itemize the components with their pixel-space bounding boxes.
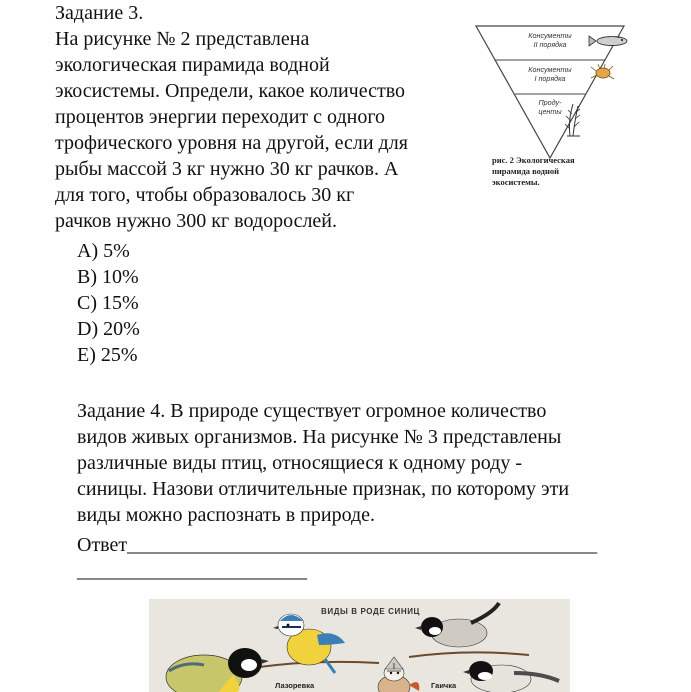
pyramid-level-top-label: II порядка (533, 40, 567, 49)
answer-option-b[interactable]: B) 10% (77, 266, 139, 288)
answer-blank-line[interactable]: _______________________________________________ (127, 534, 598, 556)
task3-text-line: для того, чтобы образовалось 30 кг (55, 184, 355, 206)
task3-text-line: На рисунке № 2 представлена (55, 28, 310, 50)
task3-text-line: экологическая пирамида водной (55, 54, 330, 76)
answer-option-a[interactable]: A) 5% (77, 240, 130, 262)
task3-title: Задание 3. (55, 2, 144, 24)
pyramid-level-middle-label: I порядка (534, 74, 566, 83)
figure-2-caption: рис. 2 Экологическая пирамида водной экосистемы. (492, 155, 575, 187)
task4-text-line: видов живых организмов. На рисунке № 3 представлены (77, 426, 562, 448)
blue-tit-label: Лазоревка (275, 681, 315, 690)
task3-text-line: трофического уровня на другой, если для (55, 132, 408, 154)
answer-blank-line-2[interactable]: _______________________ (77, 560, 307, 582)
pyramid-level-middle-label: Консументы (528, 65, 572, 74)
task3-text-line: рачков нужно 300 кг водорослей. (55, 210, 338, 232)
ecological-pyramid-figure (474, 24, 652, 166)
answer-option-c[interactable]: C) 15% (77, 292, 139, 314)
figure-3-title: ВИДЫ В РОДЕ СИНИЦ (321, 607, 420, 616)
task4-text-line: Задание 4. В природе существует огромное количество (77, 400, 547, 422)
pyramid-level-bottom-label: Проду- (538, 98, 562, 107)
tit-species-figure (149, 599, 570, 692)
answer-option-d[interactable]: D) 20% (77, 318, 140, 340)
task4-text-line: различные виды птиц, относящиеся к одному роду - (77, 452, 523, 474)
task4-text-line: синицы. Назови отличительные признак, по которому эти (77, 478, 570, 500)
answer-field[interactable] (77, 532, 597, 558)
pyramid-level-bottom-label: центы (538, 107, 562, 116)
answer-label: Ответ (77, 534, 128, 556)
task3-text-line: экосистемы. Определи, какое количество (55, 80, 406, 102)
answer-option-e[interactable]: E) 25% (77, 344, 138, 366)
task3-text-line: рыбы массой 3 кг нужно 30 кг рачков. А (55, 158, 399, 180)
task4-text-line: виды можно распознать в природе. (77, 504, 376, 526)
marsh-tit-label: Гаичка (431, 681, 457, 690)
pyramid-level-top-label: Консументы (528, 31, 572, 40)
task3-text-line: процентов энергии переходит с одного (55, 106, 386, 128)
